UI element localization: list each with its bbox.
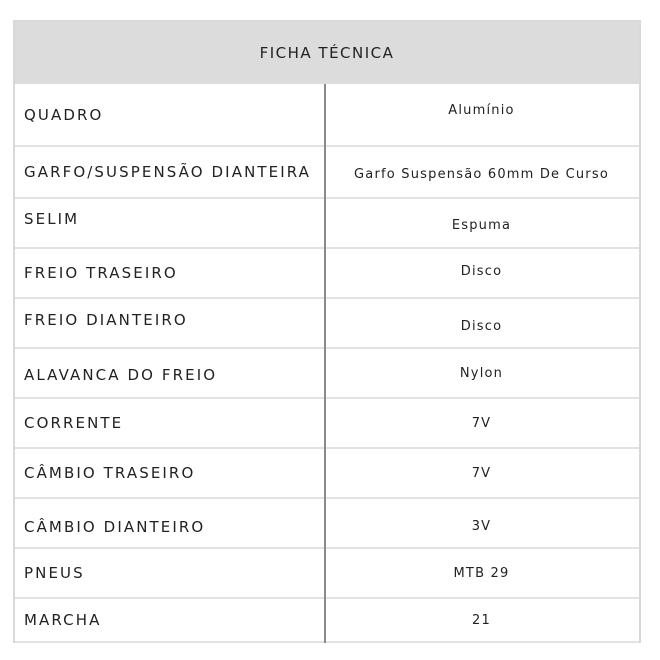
table-row (15, 299, 639, 349)
table-row (15, 599, 639, 643)
spec-label: PNEUS (24, 564, 85, 582)
table-row (15, 499, 639, 549)
spec-value: Disco (460, 318, 503, 334)
sheet-title: FICHA TÉCNICA (15, 22, 639, 84)
spec-label: CORRENTE (24, 414, 124, 432)
spec-value: MTB 29 (453, 565, 510, 581)
spec-sheet (13, 20, 641, 643)
table-row (15, 199, 639, 249)
table-row (15, 449, 639, 499)
table-row (15, 147, 639, 199)
spec-label: ALAVANCA DO FREIO (24, 366, 218, 384)
spec-label: SELIM (24, 210, 80, 228)
spec-label: CÂMBIO TRASEIRO (24, 464, 196, 482)
spec-table (15, 84, 639, 643)
table-row (15, 549, 639, 599)
spec-label: GARFO/SUSPENSÃO DIANTEIRA (24, 163, 312, 181)
table-row (15, 84, 639, 147)
spec-value: Nylon (459, 365, 504, 381)
spec-value: 3V (471, 518, 492, 534)
column-divider (324, 84, 326, 643)
spec-label: CÂMBIO DIANTEIRO (24, 518, 206, 536)
spec-value: Garfo Suspensão 60mm De Curso (354, 166, 609, 182)
spec-label: FREIO DIANTEIRO (24, 311, 188, 329)
spec-label: MARCHA (24, 611, 102, 629)
table-row (15, 249, 639, 299)
spec-value: Disco (460, 263, 503, 279)
spec-label: FREIO TRASEIRO (24, 264, 178, 282)
table-row (15, 349, 639, 399)
spec-value: 7V (471, 415, 492, 431)
spec-value: Espuma (451, 217, 512, 233)
spec-value: 21 (472, 612, 491, 628)
spec-value: Alumínio (448, 103, 515, 118)
table-row (15, 399, 639, 449)
spec-label: QUADRO (24, 105, 104, 124)
spec-value: 7V (471, 465, 492, 481)
